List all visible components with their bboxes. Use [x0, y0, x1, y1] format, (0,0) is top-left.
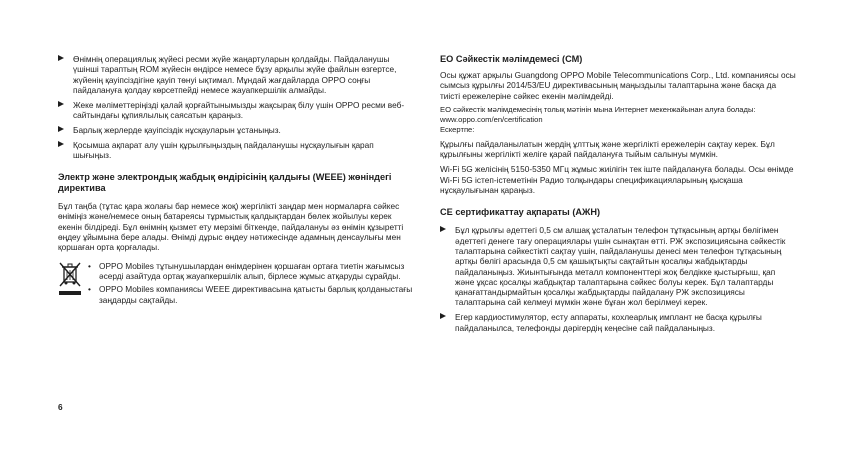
bullet-arrow-icon [58, 101, 64, 107]
list-item: • OPPO Mobiles тұтынушылардан өнімдерінен қоршаған ортаға тиетін жағымсыз әсерді азайтуда ортақ жауапкершілік алып, бірлесе жұмыс атқаруды сұрайды. [88, 260, 405, 281]
info-bullet-list [58, 54, 414, 160]
ce-bullet-list [440, 225, 796, 332]
right-column [440, 54, 796, 337]
eu-certification-link-text: ЕО сәйкестік мәлімдемесінің толық мәтінін мына Интернет мекенжайынан алуға болады: www.oppo.com/en/certification [440, 104, 756, 124]
note-paragraph: Құрылғы пайдаланылатын жердің ұлттық және жергілікті ережелерін сақтау керек. Бұл құрылғыны жергілікті желіге қарай пайдалануға тыйым салынуы мүмкін. [440, 138, 775, 160]
bullet-arrow-icon [440, 313, 446, 319]
eu-declaration-paragraph: Осы құжат арқылы Guangdong OPPO Mobile Telecommunications Corp., Ltd. компаниясы осы сымсыз құрылғы 2014/53/EU директивасының маңыздылы талаптарына және басқа да тиісті ережелеріне сәйкес екенін мәлімдейді. [440, 70, 796, 101]
list-item: Өнімнің операциялық жүйесі ресми жүйе жаңартуларын қолдайды. Пайдаланушы үшінші тараптың ROM жүйесін өндірсе немесе бұзу арқылы жүйе файлын өзгертсе, жүйенің қауіпсіздігіне қауіп төнуі ықтимал. Мұндай жағдайларда OPPO соңғы пайдалануға қолдау көрсетпейді немесе жауапкершілік алмайды. [58, 54, 414, 95]
page-number: 6 [58, 402, 63, 412]
weee-paragraph: Бұл таңба (тұтас қара жолағы бар немесе жоқ) жергілікті заңдар мен нормаларға сәйкес өніміңіз және/немесе оның батареясы тұрмыстық қалдықтардан бөлек жойылуы керек екенін білдіреді. Бұл өнімнің қызмет ету мерзімі біткенде, пайдалануы әз өнімін құзыретті өңдеу ұйымына бере алады. Өнімді дұрыс өңдеу нәтижесінде адамның денсаулығы мен қоршаған орта қорғалады. [58, 201, 404, 253]
list-item: Қосымша ақпарат алу үшін құрылғыңыздың пайдаланушы нұсқаулығын қарап шығыңыз. [58, 140, 414, 161]
weee-dot-list [88, 261, 414, 308]
list-item: Егер кардиостимулятор, есту аппараты, кохлеарлық имплант не басқа құрылғы пайдаланылса, телефонды дәрігердің кеңесіне сай пайдаланыңыз. [440, 312, 796, 333]
list-item: Жеке мәліметтеріңізді қалай қорғайтынымызды жақсырақ білу үшін OPPO ресми веб-сайтындағы құпиялылық саясатын қараңыз. [58, 100, 414, 121]
bullet-arrow-icon [58, 55, 64, 61]
list-item: Бұл құрылғы әдеттегі 0,5 см алшақ ұсталатын телефон тұтқасының артқы бөлігімен әдеттегі денеге тағу операциялары үшін сынақтан өтті. РЖ экспозициясына сәйкестік талаптарына сәйкестікті сақтау үшін, пайдаланушы денесі мен телефон тұтқасының артқы бөлігі арасында 0,5 см қашықтықты сақтайтын қосалқы жабдықтарды пайдаланыңыз. Жиынтығында металл компоненттері жоқ белдікке қыстырғыш, қап және ұқсас қосалқы жабдықтар талаптарына сәйкес болуы керек. Бұл талаптарды қанағаттандырмайтын қосалқы жабдықтарды пайдалану РЖ экспозициясы талаптарына сай келмеуі мүмкін және бұған жол берілмеуі керек. [440, 225, 796, 307]
left-column [58, 54, 414, 305]
bullet-arrow-icon [58, 141, 64, 147]
bullet-arrow-icon [440, 226, 446, 232]
bullet-arrow-icon [58, 126, 64, 132]
list-item: Барлық жерлерде қауіпсіздік нұсқауларын ұстаныңыз. [58, 125, 414, 135]
ce-heading: СЕ сертификаттау ақпараты (АЖН) [440, 207, 601, 218]
note-label: Ескертпе: [440, 124, 475, 134]
weee-heading: Электр және электрондық жабдық өндірісінің қалдығы (WEEE) жөніндегі директива [58, 172, 392, 194]
wifi-paragraph: Wi-Fi 5G желісінің 5150-5350 МГц жұмыс жиілігін тек іште пайдалануға болады. Осы өнімде Wi-Fi 5G істеп-істеметінін Радио толқындары спецификацияларының қысқаша нұсқаулығынан қараңыз. [440, 164, 794, 196]
crossed-bin-icon [58, 261, 82, 297]
eu-declaration-heading: ЕО Сәйкестік мәлімдемесі (СМ) [440, 54, 583, 64]
list-item: • OPPO Mobiles компаниясы WEEE директивасына қатысты барлық қолданыстағы заңдарды сақтайды. [88, 284, 413, 305]
